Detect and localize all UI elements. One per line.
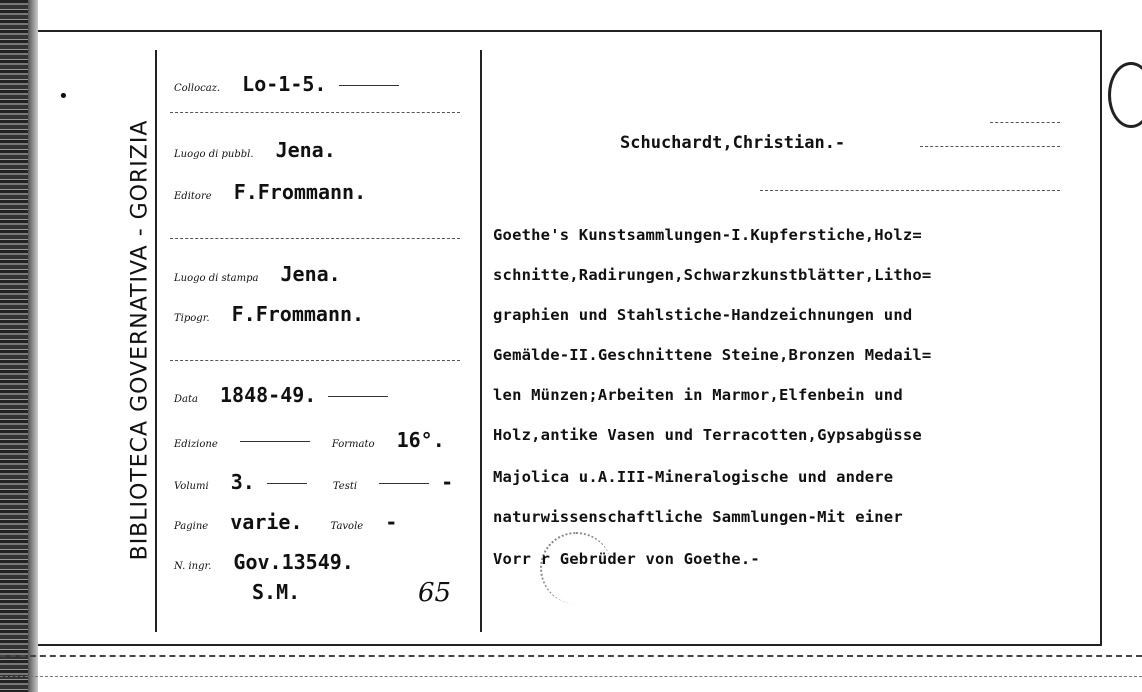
card-divider-middle — [480, 50, 482, 632]
field-luogo-pubbl — [174, 138, 336, 162]
field-editore — [174, 180, 366, 204]
handwritten-number: 65 — [418, 578, 452, 608]
label-n-ingr: N. ingr. — [174, 561, 212, 572]
punch-hole — [1108, 62, 1142, 128]
field-data — [174, 383, 388, 407]
field-underline — [240, 441, 310, 442]
value-luogo-stampa: Jena. — [280, 262, 341, 286]
field-pagine-tavole — [174, 510, 397, 534]
scan-shadow — [28, 0, 38, 692]
title-line: Vorr r Gebrüder von Goethe.- — [493, 550, 760, 568]
label-data: Data — [174, 394, 198, 405]
field-volumi-testi — [174, 470, 453, 494]
field-underline — [267, 483, 307, 484]
value-testi: - — [441, 470, 454, 494]
label-testi: Testi — [332, 481, 358, 492]
institution-name: BIBLIOTECA GOVERNATIVA - GORIZIA — [127, 119, 153, 561]
field-edizione-formato — [174, 428, 445, 452]
title-line: Majolica u.A.III-Mineralogische und andere — [493, 468, 894, 486]
bottom-rule-lower — [0, 676, 1142, 677]
label-tipogr: Tipogr. — [174, 313, 210, 324]
separator — [920, 146, 1060, 147]
value-data: 1848-49. — [220, 383, 317, 407]
value-volumi: 3. — [230, 470, 255, 494]
title-line: schnitte,Radirungen,Schwarzkunstblätter,Litho= — [493, 266, 932, 284]
title-line: len Münzen;Arbeiten in Marmor,Elfenbein und — [493, 386, 903, 404]
label-formato: Formato — [331, 439, 375, 450]
label-luogo-stampa: Luogo di stampa — [174, 273, 259, 284]
value-formato: 16°. — [396, 428, 445, 452]
separator — [170, 360, 460, 361]
label-collocazione: Collocaz. — [174, 83, 221, 94]
title-line: Gemälde-II.Geschnittene Steine,Bronzen Medail= — [493, 346, 932, 364]
scan-dot: • — [58, 86, 69, 107]
title-line: naturwissenschaftliche Sammlungen-Mit einer — [493, 508, 903, 526]
title-line: Goethe's Kunstsammlungen-I.Kupferstiche,Holz= — [493, 226, 922, 244]
field-collocazione — [174, 72, 399, 96]
scan-edge — [0, 0, 28, 692]
label-luogo-pubbl: Luogo di pubbl. — [174, 149, 254, 160]
field-underline — [379, 483, 429, 484]
field-underline — [339, 85, 399, 86]
field-underline — [328, 396, 388, 397]
value-n-ingr: Gov.13549. — [233, 550, 354, 574]
field-luogo-stampa — [174, 262, 341, 286]
separator — [990, 122, 1060, 123]
value-tavole: - — [385, 510, 398, 534]
card-divider-left — [155, 50, 157, 632]
author-heading: Schuchardt,Christian.- — [620, 133, 846, 153]
value-editore: F.Frommann. — [233, 180, 367, 204]
value-collocazione: Lo-1-5. — [242, 72, 327, 96]
sm-stamp: S.M. — [252, 580, 301, 604]
smudge-mark — [540, 532, 612, 604]
value-tipogr: F.Frommann. — [231, 302, 365, 326]
value-pagine: varie. — [230, 510, 303, 534]
title-line: graphien und Stahlstiche-Handzeichnungen und — [493, 306, 913, 324]
separator — [170, 112, 460, 113]
separator — [170, 238, 460, 239]
label-tavole: Tavole — [330, 521, 364, 532]
label-volumi: Volumi — [174, 481, 209, 492]
label-editore: Editore — [174, 191, 212, 202]
label-edizione: Edizione — [174, 439, 218, 450]
field-tipogr — [174, 302, 364, 326]
label-pagine: Pagine — [174, 521, 209, 532]
field-n-ingr — [174, 550, 354, 574]
bottom-rule — [0, 655, 1142, 657]
separator — [760, 190, 1060, 191]
value-luogo-pubbl: Jena. — [275, 138, 336, 162]
title-line: Holz,antike Vasen und Terracotten,Gypsabgüsse — [493, 426, 922, 444]
